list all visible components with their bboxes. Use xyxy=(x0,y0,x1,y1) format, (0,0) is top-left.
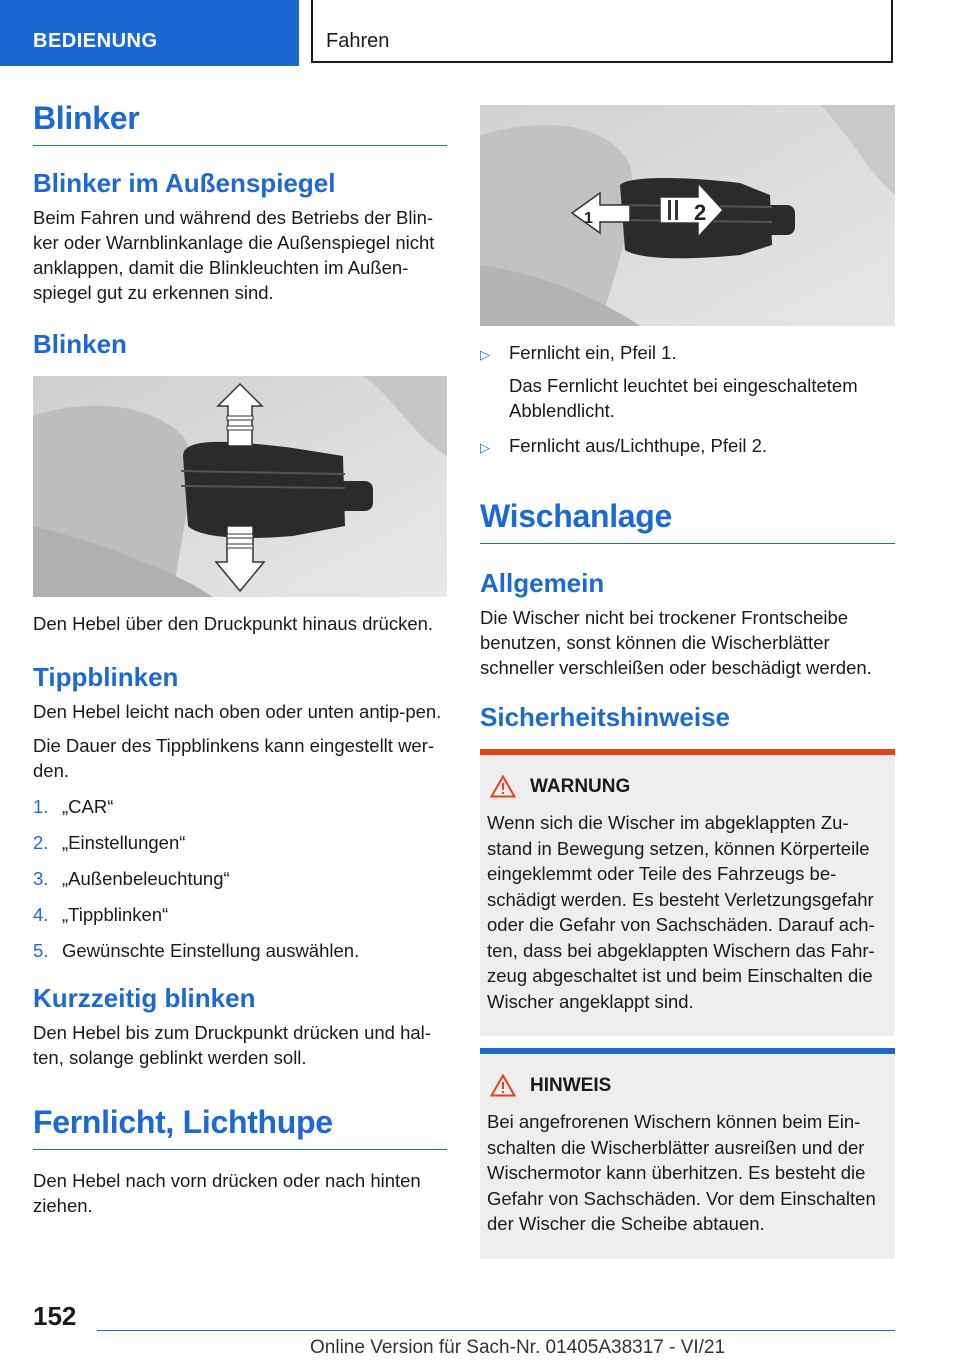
chapter-title: Fahren xyxy=(326,30,390,52)
footer-divider xyxy=(97,1330,895,1331)
heading-kurzzeitig-blinken: Kurzzeitig blinken xyxy=(33,983,256,1013)
list-item: 5. Gewünschte Einstellung auswählen. xyxy=(33,940,360,961)
section-tab xyxy=(0,0,299,66)
paragraph-aussenspiegel: Beim Fahren und während des Betriebs der Blin-ker oder Warnblinkanlage die Außenspiegel nicht anklappen, damit die Blinkleuchten im Außen-spiegel gut zu erkennen sind. xyxy=(33,207,435,303)
warning-box xyxy=(480,749,895,1036)
list-item: 1. „CAR“ xyxy=(33,796,114,817)
right-column xyxy=(480,105,895,1259)
warning-triangle-icon xyxy=(490,775,516,798)
figure-turn-signal-lever xyxy=(33,376,447,597)
lever-forward-back-illustration xyxy=(480,105,895,326)
warning-title-row: WARNUNG xyxy=(487,775,888,798)
notice-triangle-icon xyxy=(490,1074,516,1097)
heading-tippblinken: Tippblinken xyxy=(33,662,179,692)
heading-allgemein: Allgemein xyxy=(480,568,605,598)
note-title-row: HINWEIS xyxy=(487,1074,888,1097)
triangle-bullet-icon: ▷ xyxy=(480,440,490,455)
online-version-note: Online Version für Sach-Nr. 01405A38317 - VI/21 xyxy=(310,1337,726,1358)
list-item: ▷ Fernlicht ein, Pfeil 1. Das Fernlicht leuchtet bei eingeschaltetem Abblendlicht. xyxy=(480,342,858,421)
page-number: 152 xyxy=(33,1301,77,1331)
paragraph-tippblinken-2: Die Dauer des Tippblinkens kann eingestellt wer-den. xyxy=(33,735,435,781)
heading-wischanlage: Wischanlage xyxy=(480,498,895,544)
list-item: 2. „Einstellungen“ xyxy=(33,832,186,853)
figure-high-beam-lever xyxy=(480,105,895,326)
list-item: 4. „Tippblinken“ xyxy=(33,904,169,925)
heading-fernlicht-lichthupe: Fernlicht, Lichthupe xyxy=(33,1104,447,1150)
paragraph-kurzzeitig: Den Hebel bis zum Druckpunkt drücken und hal-ten, solange geblinkt werden soll. xyxy=(33,1022,431,1068)
section-title: BEDIENUNG xyxy=(33,30,158,52)
note-text: Bei angefrorenen Wischern können beim Ein-schalten die Wischerblätter ausreißen und der Wischermotor kann überhitzen. Es besteht die Gefahr von Sachschäden. Vor dem Einschalten der Wischer die Scheibe abtauen. xyxy=(487,1111,876,1234)
high-beam-list xyxy=(480,340,895,460)
triangle-bullet-icon: ▷ xyxy=(480,347,490,362)
paragraph-blinken: Den Hebel über den Druckpunkt hinaus drücken. xyxy=(33,613,434,634)
list-item: 3. „Außenbeleuchtung“ xyxy=(33,868,230,889)
warning-text: Wenn sich die Wischer im abgeklappten Zu-stand in Bewegung setzen, können Körperteile eingeklemmt oder Teile des Fahrzeugs be-schädigt werden. Es besteht Verletzungsgefahr oder die Gefahr von Sachschäden. Darauf ach-ten, dass bei abgeklappten Wischern das Fahr-zeug abgeschaltet ist und beim Einschalten die Wischer angeklappt sind. xyxy=(487,812,875,1012)
list-item: ▷ Fernlicht aus/Lichthupe, Pfeil 2. xyxy=(480,433,895,460)
heading-blinken: Blinken xyxy=(33,329,127,359)
heading-blinker-aussenspiegel: Blinker im Außenspiegel xyxy=(33,168,336,198)
heading-blinker: Blinker xyxy=(33,100,447,146)
note-box xyxy=(480,1048,895,1259)
paragraph-allgemein: Die Wischer nicht bei trockener Frontscheibe benutzen, sonst können die Wischerblätter schneller verschleißen oder beschädigt werden. xyxy=(480,607,872,678)
left-column xyxy=(33,100,447,1218)
paragraph-fernlicht: Den Hebel nach vorn drücken oder nach hinten ziehen. xyxy=(33,1170,421,1216)
heading-sicherheitshinweise: Sicherheitshinweise xyxy=(480,702,730,732)
arrow-label-2: 2 xyxy=(694,200,707,225)
chapter-tab xyxy=(311,0,893,63)
steps-list xyxy=(33,794,447,963)
lever-up-down-illustration xyxy=(33,376,447,597)
arrow-label-1: 1 xyxy=(584,210,593,227)
paragraph-tippblinken-1: Den Hebel leicht nach oben oder unten antip-pen. xyxy=(33,701,442,722)
